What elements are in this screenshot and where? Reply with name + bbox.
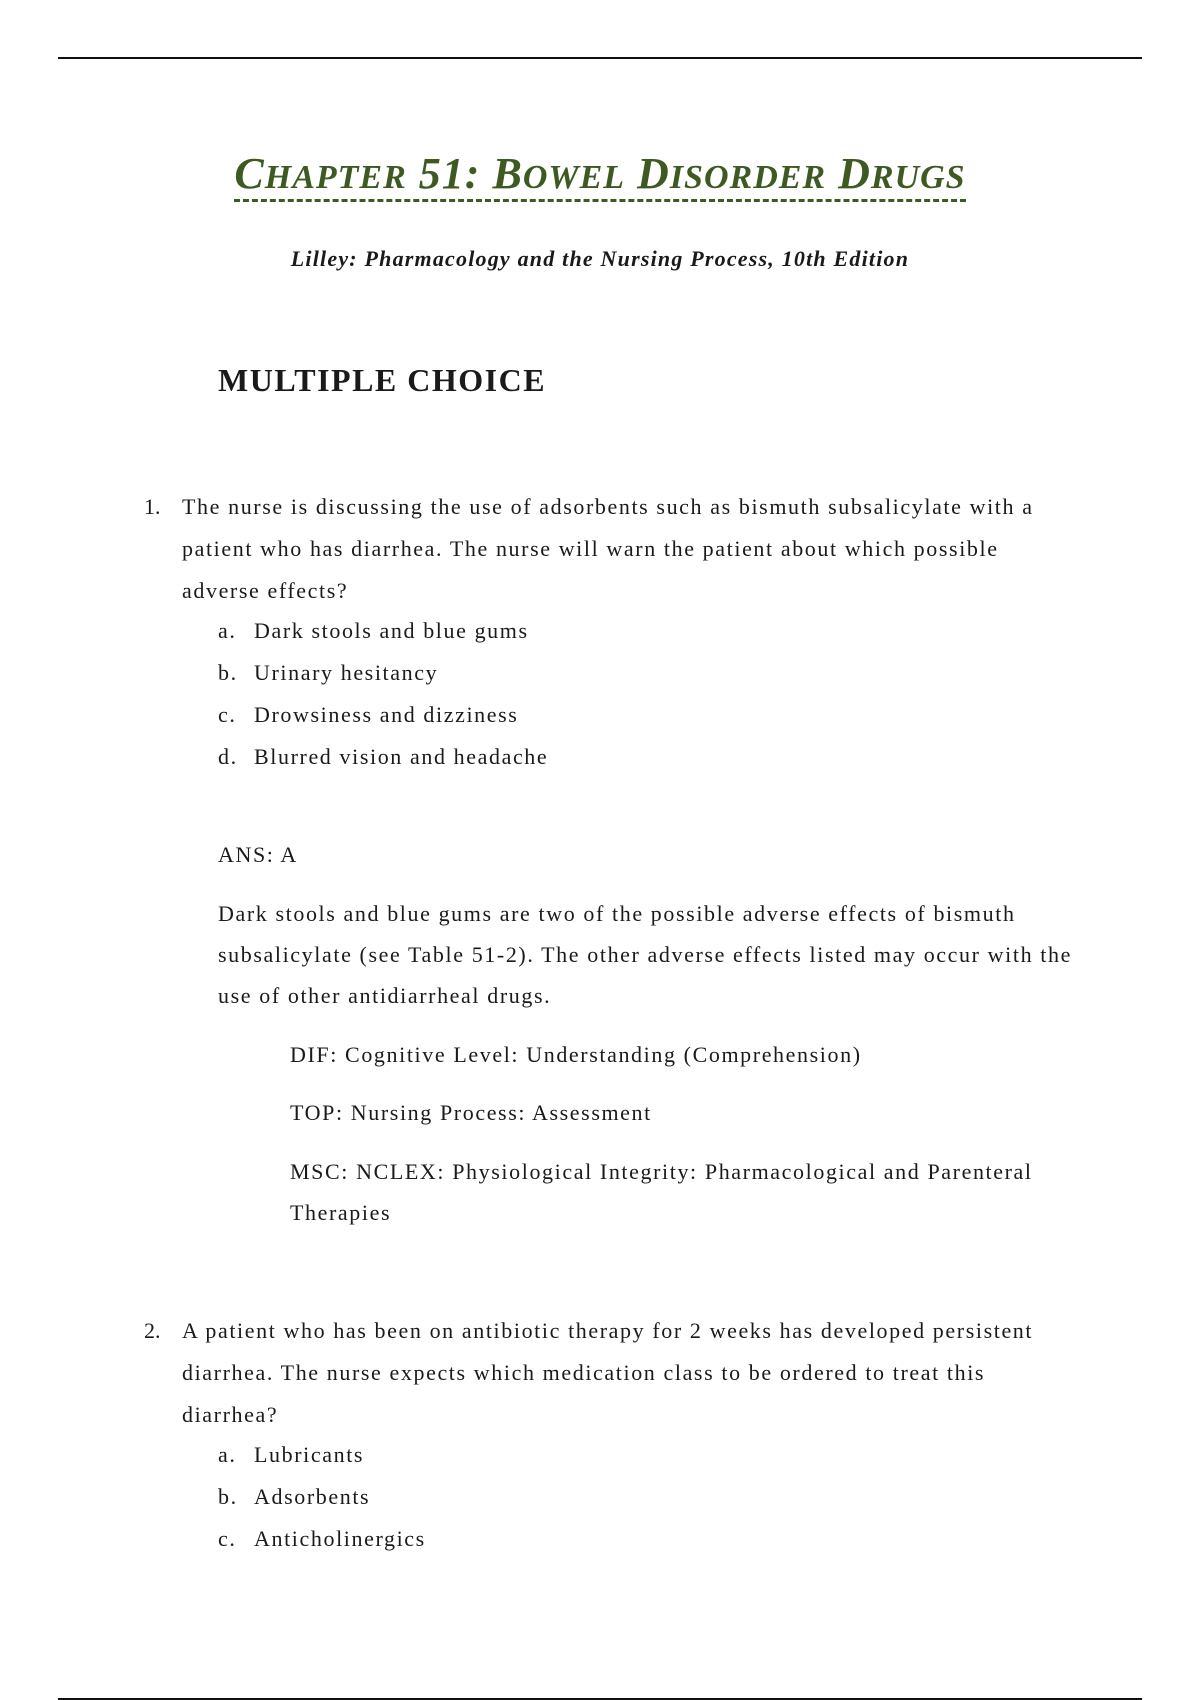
chapter-title [0, 146, 1200, 206]
answer-options [218, 610, 1038, 778]
option-a [218, 1434, 1038, 1476]
option-d [218, 736, 1038, 778]
answer-options [218, 1434, 1038, 1560]
rationale: Dark stools and blue gums are two of the possible adverse effects of bismuth subsalicylate (see Table 51-2). The other adverse effects listed may occur with the use of other antidiarrheal drugs. [218, 901, 1072, 1008]
question-stem: The nurse is discussing the use of adsorbents such as bismuth subsalicylate with a patient who has diarrhea. The nurse will warn the patient about which possible adverse effects? [182, 494, 1034, 603]
section-heading: MULTIPLE CHOICE [218, 362, 547, 398]
option-letter: c. [218, 702, 237, 727]
answer-key: ANS: A [218, 842, 298, 867]
option-letter: a. [218, 1442, 237, 1467]
difficulty-tag: DIF: Cognitive Level: Understanding (Comprehension) [290, 1042, 862, 1067]
msc-tag: MSC: NCLEX: Physiological Integrity: Pharmacological and Parenteral Therapies [290, 1159, 1033, 1225]
option-text: Lubricants [254, 1442, 365, 1467]
topic-tag: TOP: Nursing Process: Assessment [290, 1100, 652, 1125]
question-stem: A patient who has been on antibiotic therapy for 2 weeks has developed persistent diarrhea. The nurse expects which medication class to be ordered to treat this diarrhea? [182, 1318, 1034, 1427]
option-text: Drowsiness and dizziness [254, 702, 519, 727]
option-letter: c. [218, 1526, 237, 1551]
option-text: Blurred vision and headache [254, 744, 549, 769]
option-c [218, 694, 1038, 736]
question-number: 1. [144, 494, 161, 519]
option-text: Anticholinergics [254, 1526, 426, 1551]
option-b [218, 1476, 1038, 1518]
chapter-title-text: CHAPTER 51: BOWEL DISORDER DRUGS [234, 149, 965, 202]
option-text: Adsorbents [254, 1484, 371, 1509]
option-b [218, 652, 1038, 694]
question-number: 2. [144, 1318, 161, 1343]
option-c [218, 1518, 1038, 1560]
option-a [218, 610, 1038, 652]
option-letter: d. [218, 744, 238, 769]
option-text: Dark stools and blue gums [254, 618, 529, 643]
book-subtitle: Lilley: Pharmacology and the Nursing Process, 10th Edition [290, 246, 910, 271]
option-letter: a. [218, 618, 237, 643]
option-text: Urinary hesitancy [254, 660, 439, 685]
option-letter: b. [218, 1484, 238, 1509]
option-letter: b. [218, 660, 238, 685]
top-rule [58, 57, 1142, 59]
